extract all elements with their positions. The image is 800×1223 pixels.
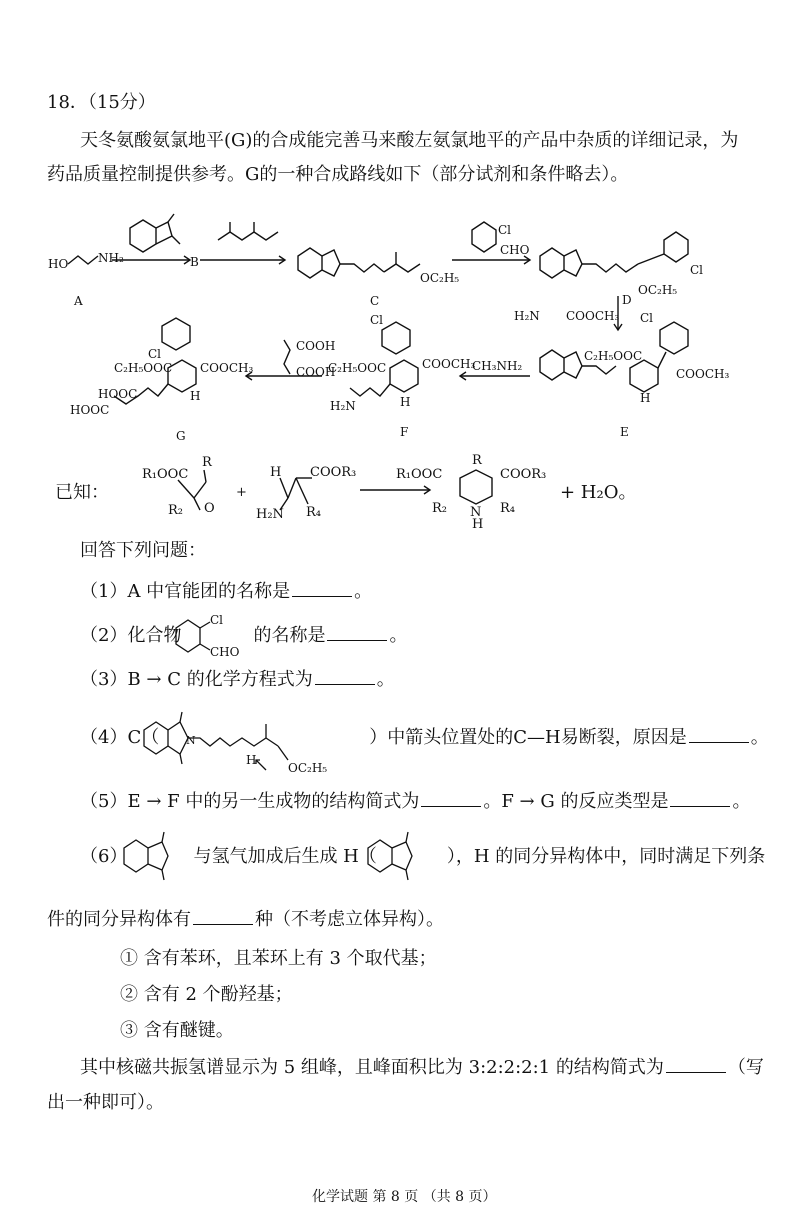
known-product-h: H xyxy=(472,517,484,528)
known-product-r2: R₂ xyxy=(432,501,447,516)
compound-f-dhp-ring xyxy=(390,360,418,392)
label-g-hooc-1: HOOC xyxy=(98,387,138,401)
known-product-nh: N xyxy=(470,505,482,520)
question-1: （1）A 中官能团的名称是 。 xyxy=(80,581,373,602)
label-ch3nh2: CH₃NH₂ xyxy=(472,359,523,373)
question-2: （2）化合物 的名称是 。 xyxy=(80,625,408,646)
chlorobenzaldehyde-structure xyxy=(170,610,242,660)
label-d-oc2h5: OC₂H₅ xyxy=(638,283,678,297)
label-d-cl: Cl xyxy=(690,263,704,277)
answer-blank-3[interactable] xyxy=(315,668,375,685)
label-d-h2n: H₂N xyxy=(514,309,540,323)
compound-d-ring xyxy=(540,248,564,278)
label-a-nh2: NH₂ xyxy=(98,251,124,265)
label-f-h2n: H₂N xyxy=(330,399,356,413)
page-footer: 化学试题 第 8 页 （共 8 页） xyxy=(312,1189,497,1205)
label-maleic-cooh-1: COOH xyxy=(296,339,336,353)
nmr-line-1: 其中核磁共振氢谱显示为 5 组峰，且峰面积比为 3:2:2:2:1 的结构简式为 （写 xyxy=(80,1057,764,1078)
condition-1: ① 含有苯环，且苯环上有 3 个取代基； xyxy=(120,948,437,969)
label-e-cl: Cl xyxy=(640,311,654,325)
compound-g-dhp-ring xyxy=(168,360,196,392)
phthalic-anhydride-structure xyxy=(120,822,186,892)
answer-blank-5b[interactable] xyxy=(670,790,730,807)
label-f-nh: H xyxy=(400,395,411,409)
label-c-oc2h5: OC₂H₅ xyxy=(420,271,460,285)
label-g-cl: Cl xyxy=(148,347,162,361)
known-water: + H₂O。 xyxy=(560,482,637,503)
known-r2: R₂ xyxy=(168,503,183,518)
known-r: R xyxy=(202,455,212,470)
label-a-ho: HO xyxy=(48,257,69,271)
question-6: （6） 与氢气加成后生成 H（ ），H 的同分异构体中，同时满足下列条 xyxy=(80,846,766,867)
nmr-line-2: 出一种即可）。 xyxy=(47,1092,164,1113)
compound-c-ring xyxy=(298,248,322,278)
label-reagent-cl: Cl xyxy=(498,223,512,237)
svg-text:Cl: Cl xyxy=(210,613,224,627)
reagent-phthalic-anhydride-ring xyxy=(130,220,156,252)
question-4: （4）C（ ）中箭头位置处的C—H易断裂，原因是 。 xyxy=(80,727,769,748)
answer-blank-nmr[interactable] xyxy=(666,1056,726,1073)
question-6-line-2: 件的同分异构体有 种（不考虑立体异构）。 xyxy=(47,909,444,930)
answer-blank-4[interactable] xyxy=(689,726,749,743)
compound-e-ring xyxy=(540,350,564,380)
known-h: H xyxy=(270,465,282,480)
known-r4: R₄ xyxy=(306,505,321,520)
known-h2n: H₂N xyxy=(256,507,284,522)
label-b: B xyxy=(190,255,199,269)
known-plus: + xyxy=(236,485,247,500)
label-e-nh: H xyxy=(640,391,651,405)
svg-text:OC₂H₅: OC₂H₅ xyxy=(288,761,328,775)
known-coor3: COOR₃ xyxy=(310,465,357,480)
question-5: （5）E → F 中的另一生成物的结构简式为 。F → G 的反应类型是 。 xyxy=(80,791,751,812)
label-reagent-cho: CHO xyxy=(500,243,530,257)
known-product-coor3: COOR₃ xyxy=(500,467,547,482)
answer-blank-6[interactable] xyxy=(193,908,253,925)
intro-line-1: 天冬氨酸氨氯地平(G)的合成能完善马来酸左氨氯地平的产品中杂质的详细记录，为 xyxy=(80,130,739,151)
answer-blank-2[interactable] xyxy=(327,624,387,641)
answer-blank-1[interactable] xyxy=(292,580,352,597)
known-product-r4: R₄ xyxy=(500,501,515,516)
known-label: 已知： xyxy=(55,482,109,503)
label-a: A xyxy=(74,294,83,308)
compound-e-dhp-ring xyxy=(630,360,658,392)
label-g: G xyxy=(176,429,186,440)
label-e: E xyxy=(620,425,629,439)
question-3: （3）B → C 的化学方程式为 。 xyxy=(80,669,395,690)
svg-text:H: H xyxy=(246,753,257,767)
known-o: O xyxy=(204,501,215,516)
answer-blank-5a[interactable] xyxy=(421,790,481,807)
condition-2: ② 含有 2 个酚羟基； xyxy=(120,984,293,1005)
known-product-r: R xyxy=(472,453,482,468)
condition-3: ③ 含有醚键。 xyxy=(120,1020,234,1041)
label-g-cooch3: COOCH₃ xyxy=(200,361,254,375)
answer-intro: 回答下列问题： xyxy=(80,540,206,561)
label-d-cooch3: COOCH₃ xyxy=(566,309,620,323)
intro-line-2: 药品质量控制提供参考。G的一种合成路线如下（部分试剂和条件略去）。 xyxy=(47,164,629,185)
compound-a-chain xyxy=(68,256,98,264)
label-maleic-cooh-2: COOH xyxy=(296,365,336,379)
known-r1ooc: R₁OOC xyxy=(142,467,189,482)
svg-text:CHO: CHO xyxy=(210,645,240,659)
compound-h-structure xyxy=(362,822,432,892)
compound-c-structure xyxy=(138,700,358,776)
label-f-cl: Cl xyxy=(370,313,384,327)
label-c: C xyxy=(370,294,380,308)
label-d: D xyxy=(622,293,632,307)
svg-text:N: N xyxy=(186,734,196,747)
label-g-hooc-2: HOOC xyxy=(70,403,110,417)
label-f-cooch3: COOCH₃ xyxy=(422,357,476,371)
label-e-c2h5ooc: C₂H₅OOC xyxy=(584,349,643,363)
question-number: 18．（15分） xyxy=(47,92,156,113)
label-g-nh: H xyxy=(190,389,201,403)
label-f-c2h5ooc: C₂H₅OOC xyxy=(328,361,387,375)
label-e-cooch3: COOCH₃ xyxy=(676,367,730,381)
synthesis-route-diagram xyxy=(40,200,760,440)
known-product-r1ooc: R₁OOC xyxy=(396,467,443,482)
label-g-c2h5ooc: C₂H₅OOC xyxy=(114,361,173,375)
label-f: F xyxy=(400,425,409,439)
